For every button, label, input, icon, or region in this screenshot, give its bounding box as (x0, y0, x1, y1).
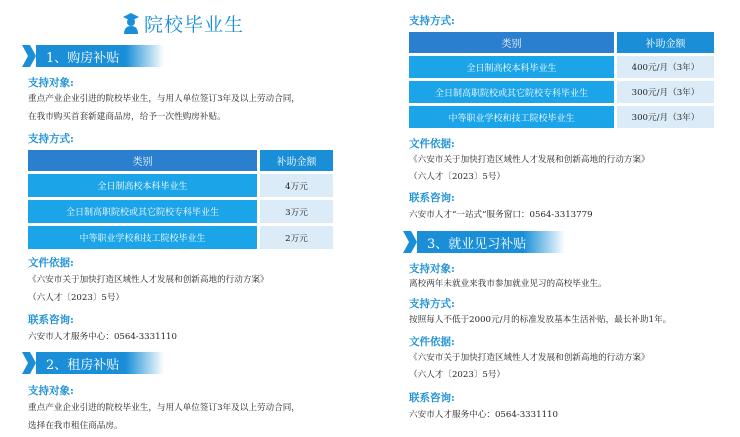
doc-line-1b: （六人才〔2023〕5号） (28, 293, 125, 303)
section-heading-2-label: 2、租房补贴 (36, 352, 164, 374)
target-label-1: 支持对象: (28, 77, 74, 89)
row-category: 全日制高校本科毕业生 (409, 56, 614, 78)
target-line-1a: 重点产业企业引进的院校毕业生，与用人单位签订3年及以上劳动合同， (28, 94, 300, 104)
section-heading-3-label: 3、就业见习补贴 (417, 231, 565, 253)
row-category: 中等职业学校和技工院校毕业生 (409, 106, 614, 128)
row-amount: 300元/月（3年） (617, 81, 714, 103)
table-row (28, 200, 333, 223)
contact-1: 六安市人才服务中心：0564-3331110 (28, 332, 177, 342)
doc-line-2b: （六人才〔2023〕5号） (409, 172, 506, 182)
header-category: 类别 (409, 32, 614, 53)
row-amount: 400元/月（3年） (617, 56, 714, 78)
row-category: 中等职业学校和技工院校毕业生 (28, 226, 257, 249)
target-line-1b: 在我市购买首套新建商品房，给予一次性购房补贴。 (28, 112, 226, 122)
contact-label-3: 联系咨询: (409, 392, 455, 404)
row-amount: 300元/月（3年） (617, 106, 714, 128)
doc-label-1: 文件依据: (28, 257, 74, 269)
header-amount: 补助金额 (617, 32, 714, 53)
doc-line-1a: 《六安市关于加快打造区域性人才发展和创新高地的行动方案》 (28, 275, 269, 285)
target-label-3: 支持对象: (409, 263, 455, 275)
table-row (28, 226, 333, 249)
row-amount: 2万元 (260, 226, 333, 249)
table-row (409, 56, 714, 78)
chevron-right-icon (403, 231, 417, 253)
page-title (122, 10, 244, 36)
doc-label-3: 文件依据: (409, 336, 455, 348)
target-line-3a: 离校两年未就业来我市参加就业见习的高校毕业生。 (409, 279, 607, 289)
contact-label-2: 联系咨询: (409, 192, 455, 204)
chevron-right-icon (22, 352, 36, 374)
section-heading-3 (403, 231, 565, 253)
row-category: 全日制高职院校或其它院校专科毕业生 (28, 200, 257, 223)
target-line-2b: 选择在我市租住商品房。 (28, 421, 123, 431)
row-category: 全日制高职院校或其它院校专科毕业生 (409, 81, 614, 103)
method-label-3: 支持方式: (409, 298, 455, 310)
doc-line-3b: （六人才〔2023〕5号） (409, 370, 506, 380)
row-category: 全日制高校本科毕业生 (28, 174, 257, 197)
method-line-3a: 按照每人不低于2000元/月的标准发放基本生活补贴，最长补助1年。 (409, 315, 672, 325)
subsidy-table-1 (28, 150, 333, 249)
method-label-2: 支持方式: (409, 15, 455, 27)
section-heading-1-label: 1、购房补贴 (36, 45, 164, 67)
header-category: 类别 (28, 150, 257, 171)
header-amount: 补助金额 (260, 150, 333, 171)
subsidy-table-2 (409, 32, 714, 128)
page-title-text: 院校毕业生 (144, 13, 245, 36)
table-row (409, 81, 714, 103)
contact-3: 六安市人才服务中心：0564-3331110 (409, 410, 558, 420)
row-amount: 4万元 (260, 174, 333, 197)
target-label-2: 支持对象: (28, 385, 74, 397)
method-label-1: 支持方式: (28, 133, 74, 145)
doc-label-2: 文件依据: (409, 138, 455, 150)
contact-label-1: 联系咨询: (28, 314, 74, 326)
contact-2: 六安市人才“一站式”服务窗口：0564-3313779 (409, 210, 593, 220)
doc-line-2a: 《六安市关于加快打造区域性人才发展和创新高地的行动方案》 (409, 155, 650, 165)
table-row (28, 174, 333, 197)
row-amount: 3万元 (260, 200, 333, 223)
graduate-icon (122, 12, 140, 34)
table-row (409, 106, 714, 128)
table-header (28, 150, 333, 171)
table-header (409, 32, 714, 53)
section-heading-1 (22, 45, 164, 67)
section-heading-2 (22, 352, 164, 374)
chevron-right-icon (22, 45, 36, 67)
target-line-2a: 重点产业企业引进的院校毕业生，与用人单位签订3年及以上劳动合同， (28, 403, 300, 413)
doc-line-3a: 《六安市关于加快打造区域性人才发展和创新高地的行动方案》 (409, 353, 650, 363)
